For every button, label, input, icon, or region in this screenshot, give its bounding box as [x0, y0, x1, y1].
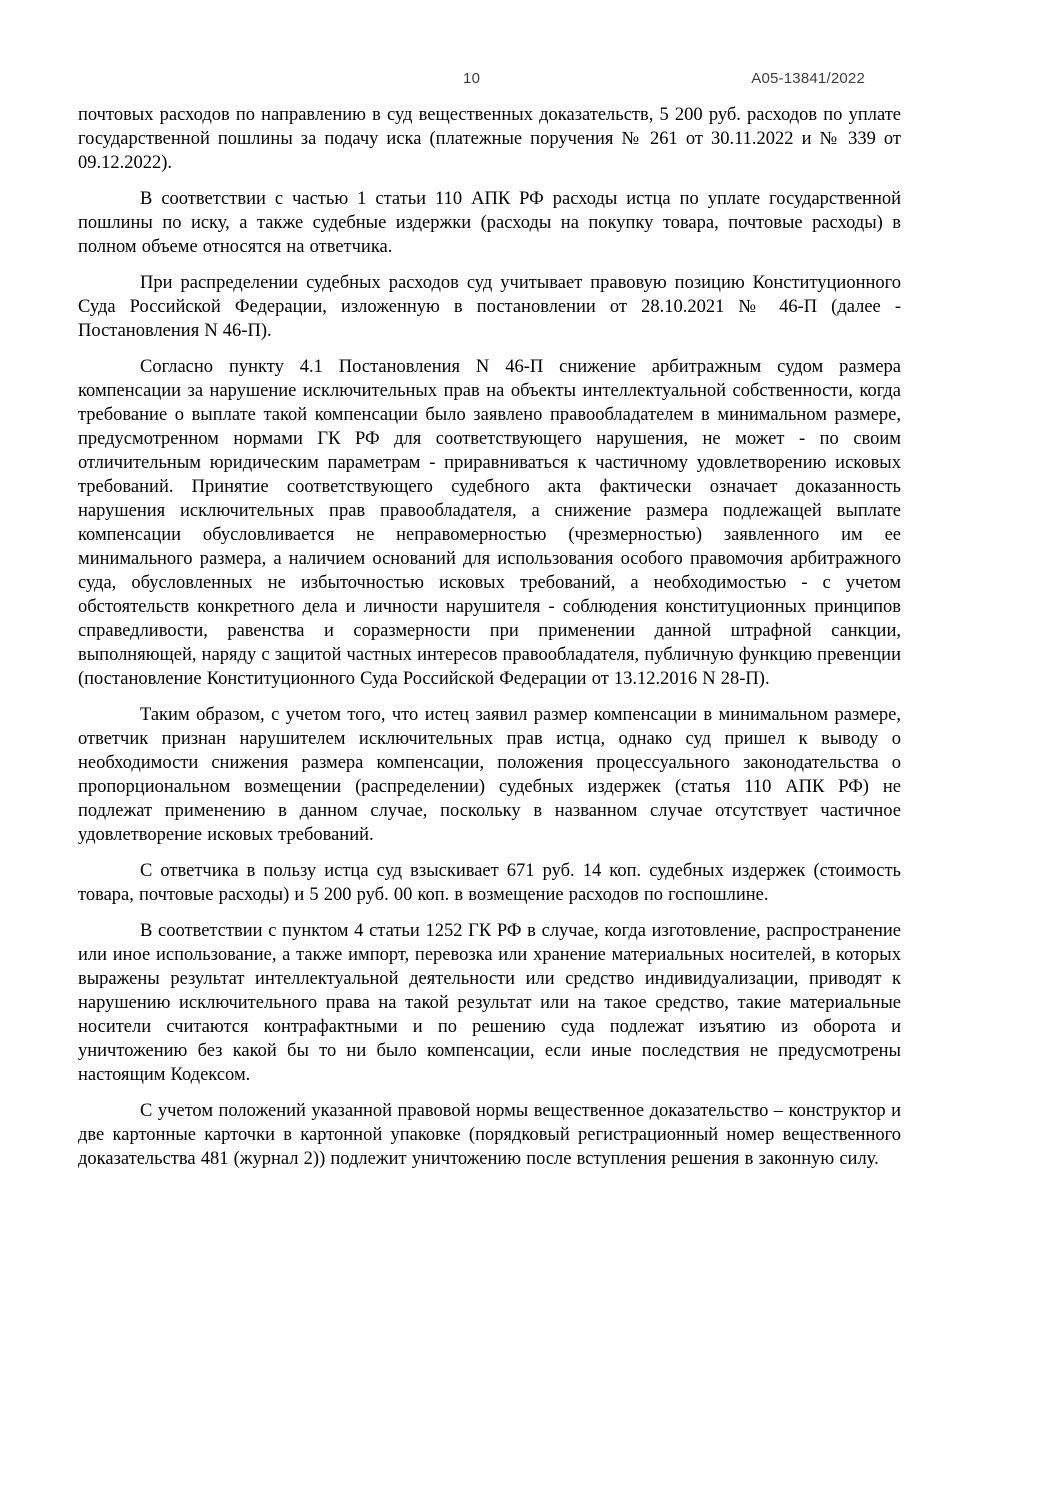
page-number: 10 [463, 70, 481, 87]
paragraph: В соответствии с пунктом 4 статьи 1252 ГК РФ в случае, когда изготовление, распространение или иное использование, а также импорт, перевозка или хранение материальных носителей, в которых выражены результат интеллектуальной деятельности или средство индивидуализации, приводят к нарушению исключительного права на такой результат или на такое средство, такие материальные носители считаются контрафактными и по решению суда подлежат изъятию из оборота и уничтожению без какой бы то ни было компенсации, если иные последствия не предусмотрены настоящим Кодексом. [78, 921, 901, 1085]
case-number: А05-13841/2022 [751, 70, 865, 87]
paragraph: почтовых расходов по направлению в суд вещественных доказательств, 5 200 руб. расходов по уплате государственной пошлины за подачу иска (платежные поручения № 261 от 30.11.2022 и № 339 от 09.12.2022). [78, 105, 901, 173]
paragraph: При распределении судебных расходов суд учитывает правовую позицию Конституционного Суда Российской Федерации, изложенную в постановлении от 28.10.2021 № 46-П (далее - Постановления N 46-П). [78, 273, 901, 341]
paragraph: С учетом положений указанной правовой нормы вещественное доказательство – конструктор и две картонные карточки в картонной упаковке (порядковый регистрационный номер вещественного доказательства 481 (журнал 2)) подлежит уничтожению после вступления решения в законную силу. [78, 1101, 901, 1169]
paragraph: Согласно пункту 4.1 Постановления N 46-П снижение арбитражным судом размера компенсации за нарушение исключительных прав на объекты интеллектуальной собственности, когда требование о выплате такой компенсации было заявлено правообладателем в минимальном размере, предусмотренном нормами ГК РФ для соответствующего нарушения, не может - по своим отличительным юридическим параметрам - приравниваться к частичному удовлетворению исковых требований. Принятие соответствующего судебного акта фактически означает доказанность нарушения исключительных прав правообладателя, а снижение размера подлежащей выплате компенсации обусловливается не неправомерностью (чрезмерностью) заявленного им ее минимального размера, а наличием оснований для использования особого правомочия арбитражного суда, обусловленных не избыточностью исковых требований, а необходимостью - с учетом обстоятельств конкретного дела и личности нарушителя - соблюдения конституционных принципов справедливости, равенства и соразмерности при применении данной штрафной санкции, выполняющей, наряду с защитой частных интересов правообладателя, публичную функцию превенции (постановление Конституционного Суда Российской Федерации от 13.12.2016 N 28-П). [78, 357, 901, 689]
paragraph: Таким образом, с учетом того, что истец заявил размер компенсации в минимальном размере, ответчик признан нарушителем исключительных прав истца, однако суд пришел к выводу о необходимости снижения размера компенсации, положения процессуального законодательства о пропорциональном возмещении (распределении) судебных издержек (статья 110 АПК РФ) не подлежат применению в данном случае, поскольку в названном случае отсутствует частичное удовлетворение исковых требований. [78, 705, 901, 845]
paragraph: В соответствии с частью 1 статьи 110 АПК РФ расходы истца по уплате государственной пошлины по иску, а также судебные издержки (расходы на покупку товара, почтовые расходы) в полном объеме относятся на ответчика. [78, 189, 901, 257]
paragraph: С ответчика в пользу истца суд взыскивает 671 руб. 14 коп. судебных издержек (стоимость товара, почтовые расходы) и 5 200 руб. 00 коп. в возмещение расходов по госпошлине. [78, 861, 901, 905]
document-body [78, 103, 901, 1183]
